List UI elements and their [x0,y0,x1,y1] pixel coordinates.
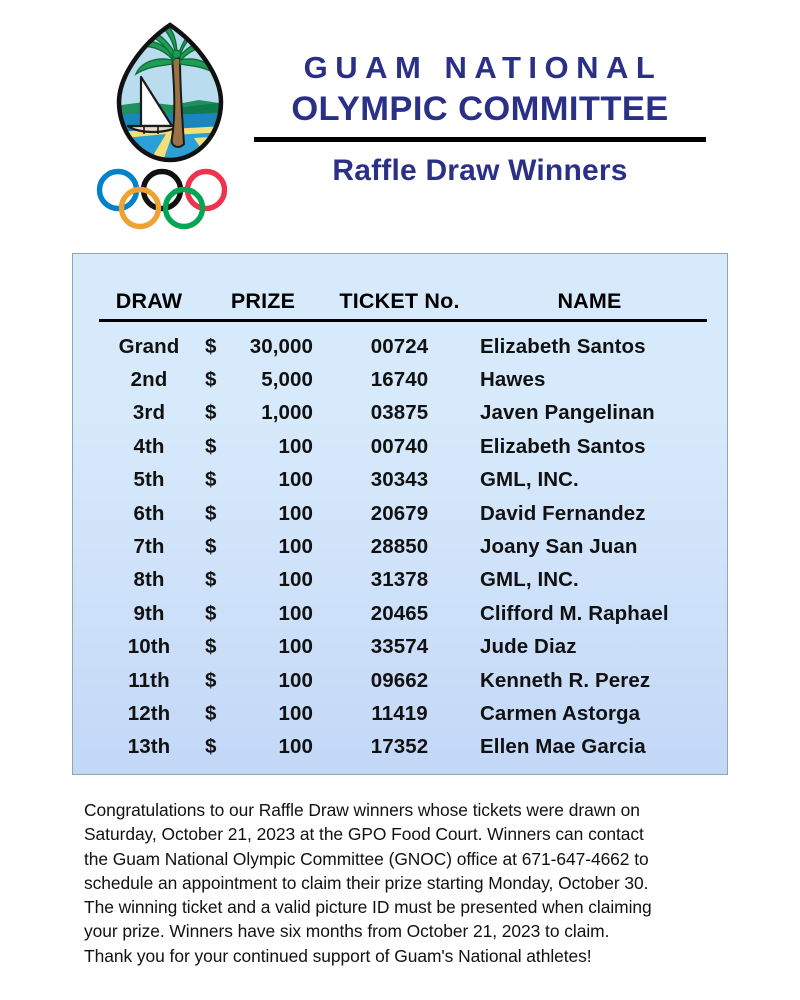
cell-draw: 3rd [132,401,166,425]
footnote-line: schedule an appointment to claim their prize starting Monday, October 30. [84,872,649,893]
cell-name: Clifford M. Raphael [480,601,669,625]
footnote-line: Congratulations to our Raffle Draw winners whose tickets were drawn on [84,800,640,820]
cell-ticket: 28850 [370,535,429,559]
table-row [99,464,707,497]
cell-prize-amount: 100 [278,535,314,559]
title-block [240,48,720,188]
footnote-line: the Guam National Olympic Committee (GNOC) office at 671-647-4662 to [84,848,649,869]
cell-prize-amount: 5,000 [261,368,314,392]
cell-name: David Fernandez [480,501,646,525]
cell-ticket: 00724 [370,334,429,358]
cell-prize-currency: $ [205,635,217,659]
winners-table-wrap [99,254,707,764]
cell-prize-currency: $ [205,368,217,392]
cell-prize-amount: 100 [278,601,314,625]
column-header-draw: DRAW [99,254,199,321]
cell-draw: 4th [133,434,165,458]
winners-table-body [99,321,707,765]
cell-name: Ellen Mae Garcia [480,735,646,759]
cell-ticket: 20465 [370,601,429,625]
footnote-line: your prize. Winners have six months from October 21, 2023 to claim. [84,921,610,942]
cell-prize-currency: $ [205,735,217,759]
cell-prize-amount: 100 [278,668,314,692]
cell-prize-currency: $ [205,601,217,625]
winners-table [99,254,707,764]
cell-ticket: 17352 [370,735,429,759]
footnote-line: The winning ticket and a valid picture ID must be presented when claiming [84,897,652,918]
table-row [99,363,707,396]
cell-name: Jude Diaz [480,635,577,659]
cell-prize-amount: 100 [278,635,314,659]
table-row [99,430,707,463]
page-subtitle: Raffle Draw Winners [332,154,628,187]
cell-prize-amount: 1,000 [261,401,314,425]
cell-prize-currency: $ [205,468,217,492]
footnote-line: Thank you for your continued support of Guam's National athletes! [84,945,592,966]
cell-name: GML, INC. [480,568,579,592]
cell-prize-currency: $ [205,434,217,458]
cell-name: Kenneth R. Perez [480,668,651,692]
cell-prize-amount: 100 [278,468,314,492]
table-row [99,731,707,764]
cell-ticket: 03875 [370,401,429,425]
cell-draw: Grand [118,334,180,358]
cell-prize-amount: 100 [278,701,314,725]
org-title-line-2: OLYMPIC COMMITTEE [291,90,669,128]
cell-prize-currency: $ [205,568,217,592]
cell-prize-currency: $ [205,501,217,525]
cell-ticket: 30343 [370,468,429,492]
cell-prize-currency: $ [205,334,217,358]
cell-name: Javen Pangelinan [480,401,655,425]
cell-prize-currency: $ [205,401,217,425]
table-row [99,597,707,630]
cell-ticket: 00740 [370,434,429,458]
table-row [99,664,707,697]
footnote-paragraph [84,798,732,968]
column-header-ticket: TICKET No. [327,254,472,321]
footnote-line: Saturday, October 21, 2023 at the GPO Food Court. Winners can contact [84,824,644,845]
title-divider [254,137,706,142]
cell-prize-amount: 30,000 [249,334,314,358]
table-row [99,497,707,530]
winners-panel [72,253,728,775]
cell-ticket: 31378 [370,568,429,592]
cell-ticket: 11419 [371,701,428,725]
olympic-rings-icon [96,168,229,230]
cell-name: Carmen Astorga [480,701,641,725]
table-row [99,631,707,664]
cell-draw: 6th [133,501,165,525]
cell-ticket: 20679 [370,501,429,525]
cell-draw: 11th [128,668,170,692]
cell-name: Hawes [480,368,546,392]
gnoc-logo [96,22,246,234]
cell-draw: 13th [127,735,171,759]
cell-prize-amount: 100 [278,735,314,759]
table-row [99,321,707,364]
table-row [99,397,707,430]
table-row [99,530,707,563]
cell-prize-currency: $ [205,701,217,725]
cell-draw: 12th [127,701,171,725]
table-row [99,564,707,597]
cell-draw: 5th [133,468,165,492]
cell-name: Elizabeth Santos [480,434,646,458]
column-header-name: NAME [472,254,707,321]
table-header-row [99,254,707,321]
cell-prize-currency: $ [205,535,217,559]
cell-ticket: 33574 [370,635,429,659]
cell-name: Elizabeth Santos [480,334,646,358]
cell-draw: 8th [133,568,165,592]
guam-seal-icon [114,22,226,164]
cell-ticket: 09662 [370,668,429,692]
cell-draw: 9th [133,601,165,625]
cell-prize-amount: 100 [278,568,314,592]
cell-prize-amount: 100 [278,501,314,525]
cell-draw: 7th [133,535,165,559]
cell-draw: 10th [127,635,171,659]
column-header-prize: PRIZE [199,254,327,321]
cell-prize-amount: 100 [278,434,314,458]
cell-draw: 2nd [130,368,168,392]
page-header [0,0,800,240]
cell-prize-currency: $ [205,668,217,692]
org-title-line-1: GUAM NATIONAL [303,50,663,85]
table-row [99,697,707,730]
cell-name: GML, INC. [480,468,579,492]
cell-name: Joany San Juan [480,535,638,559]
cell-ticket: 16740 [370,368,429,392]
